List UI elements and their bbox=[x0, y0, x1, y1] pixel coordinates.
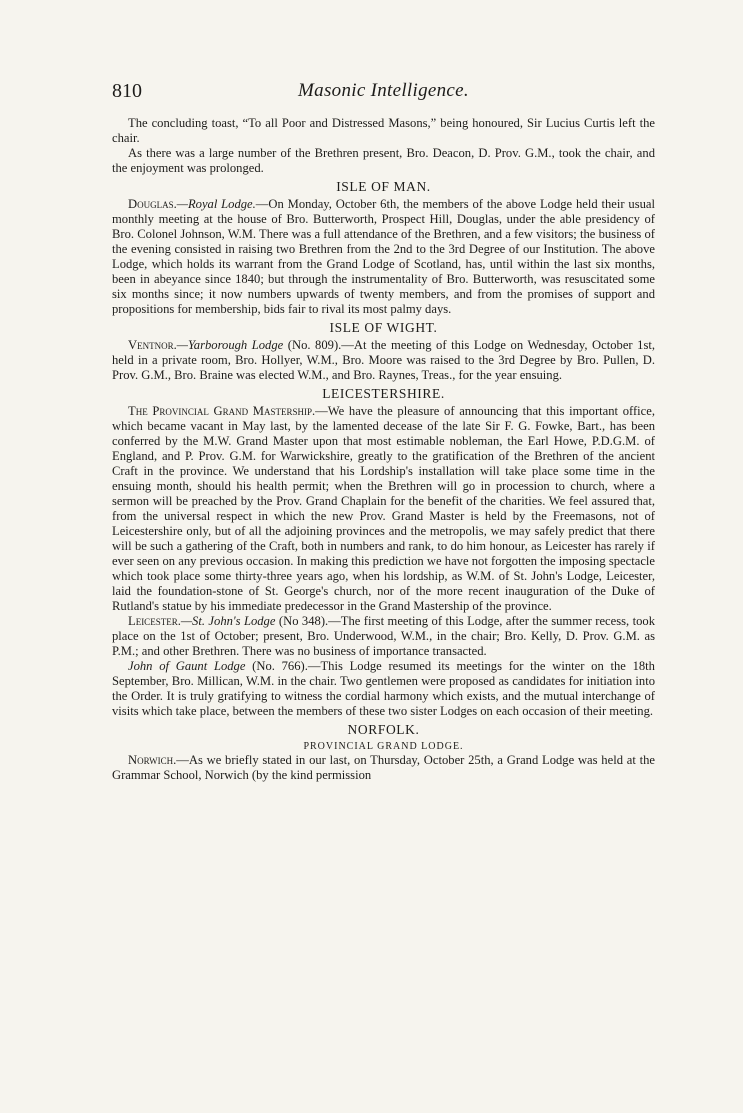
leicestershire-paragraph-1 bbox=[112, 404, 655, 614]
section-heading-norfolk: NORFOLK. bbox=[347, 722, 420, 737]
page-header bbox=[112, 80, 655, 106]
running-title: Masonic Intelligence. bbox=[298, 80, 469, 101]
paragraph-text: —As we briefly stated in our last, on Thursday, October 25th, a Grand Lodge was held at the Grammar School, Norwich (by the kind permission bbox=[112, 753, 655, 782]
place-lead: Leicester. bbox=[128, 614, 181, 628]
paragraph-text: (No. 766).—This Lodge resumed its meetings for the winter on the 18th September, Bro. Millican, W.M. in the chair. Two gentlemen were proposed as candidates for initiation into the Order. It is truly gratifying to witness the cordial harmony which exists, and the mutual interchange of visits which take place, between the members of these two sister Lodges on each occasion of their meeting. bbox=[112, 659, 655, 718]
norfolk-paragraph-1 bbox=[112, 753, 655, 783]
paragraph-text: —We have the pleasure of announcing that this important office, which became vacant in May last, by the lamented decease of the late Sir F. G. Fowke, Bart., has been conferred by the M.W. Grand Master upon that most estimable nobleman, the Earl Howe, P.D.G.M. of England, and P. Prov. G.M. for Warwickshire, greatly to the gratification of the Brethren of the ancient Craft in the province. We understand that his Lordship's installation will take place some time in the ensuing month, should his health permit; when the Brethren will go in procession to church, where a sermon will be preached by the Prov. Grand Chaplain for the benefit of the charities. We feel assured that, from the universal respect in which the new Prov. Grand Master is held by the Freemasons, not of Leicestershire only, but of all the adjoining provinces and the metropolis, we may safely predict that there will be such a gathering of the Craft, both in numbers and rank, to do him honour, as Leicester has rarely if ever seen on any previous occasion. In making this prediction we have not forgotten the imposing spectacle which took place some thirty-three years ago, when his lordship, as W.M. of St. John's Lodge, Leicester, laid the foundation-stone of St. George's church, nor of the more recent inauguration of the Duke of Rutland's statue by his immediate predecessor in the Grand Mastership of the province. bbox=[112, 404, 655, 613]
place-lead: Ventnor. bbox=[128, 338, 177, 352]
topic-lead: The Provincial Grand Mastership. bbox=[128, 404, 316, 418]
paragraph-text: —On Monday, October 6th, the members of the above Lodge held their usual monthly meeting at the house of Bro. Butterworth, Prospect Hill, Douglas, under the able presidency of Bro. Colonel Johnson, W.M. There was a full attendance of the Brethren, and a few visitors; the business of the evening consisted in raising two Brethren from the 2nd to the 3rd Degree of our Institution. The above Lodge, which holds its warrant from the Grand Lodge of Scotland, has, until within the last six months, been in abeyance since 1840; but through the instrumentality of Bro. Butterworth, was resuscitated some six months since; it now numbers upwards of twenty members, and from the promises of support and propositions for membership, bids fair to rival its most palmy days. bbox=[112, 197, 655, 316]
section-heading-leicestershire: LEICESTERSHIRE. bbox=[322, 386, 445, 401]
isle-of-wight-paragraph bbox=[112, 338, 655, 383]
lodge-name: —Yarborough Lodge bbox=[176, 338, 284, 352]
section-heading-isle-of-wight: ISLE OF WIGHT. bbox=[329, 320, 438, 335]
intro-paragraph-1: The concluding toast, “To all Poor and Distressed Masons,” being honoured, Sir Lucius Curtis left the chair. bbox=[112, 116, 655, 145]
section-subheading-provincial-grand-lodge: PROVINCIAL GRAND LODGE. bbox=[303, 741, 464, 752]
paragraph-text: (No 348).—The first meeting of this Lodge, after the summer recess, took place on the 1st of October; present, Bro. Underwood, W.M., in the chair; Bro. Kelly, D. Prov. G.M. as P.M.; and other Brethren. There was no business of importance transacted. bbox=[112, 614, 656, 658]
leicestershire-paragraph-3 bbox=[112, 659, 655, 719]
lodge-name: —Royal Lodge. bbox=[176, 197, 256, 211]
page-number: 810 bbox=[112, 80, 142, 102]
lodge-name: —St. John's Lodge bbox=[180, 614, 276, 628]
lodge-name: John of Gaunt Lodge bbox=[128, 659, 246, 673]
place-lead: Norwich. bbox=[128, 753, 177, 767]
place-lead: Douglas. bbox=[128, 197, 177, 211]
paragraph-text: (No. 809).—At the meeting of this Lodge on Wednesday, October 1st, held in a private room, Bro. Hollyer, W.M., Bro. Moore was raised to the 3rd Degree by Bro. Pullen, D. Prov. G.M., Bro. Braine was elected W.M., and Bro. Raynes, Treas., for the year ensuing. bbox=[112, 338, 655, 382]
intro-paragraph-2: As there was a large number of the Brethren present, Bro. Deacon, D. Prov. G.M., took the chair, and the enjoyment was prolonged. bbox=[112, 146, 655, 175]
leicestershire-paragraph-2 bbox=[112, 614, 655, 659]
isle-of-man-paragraph bbox=[112, 197, 655, 317]
section-heading-isle-of-man: ISLE OF MAN. bbox=[336, 179, 431, 194]
